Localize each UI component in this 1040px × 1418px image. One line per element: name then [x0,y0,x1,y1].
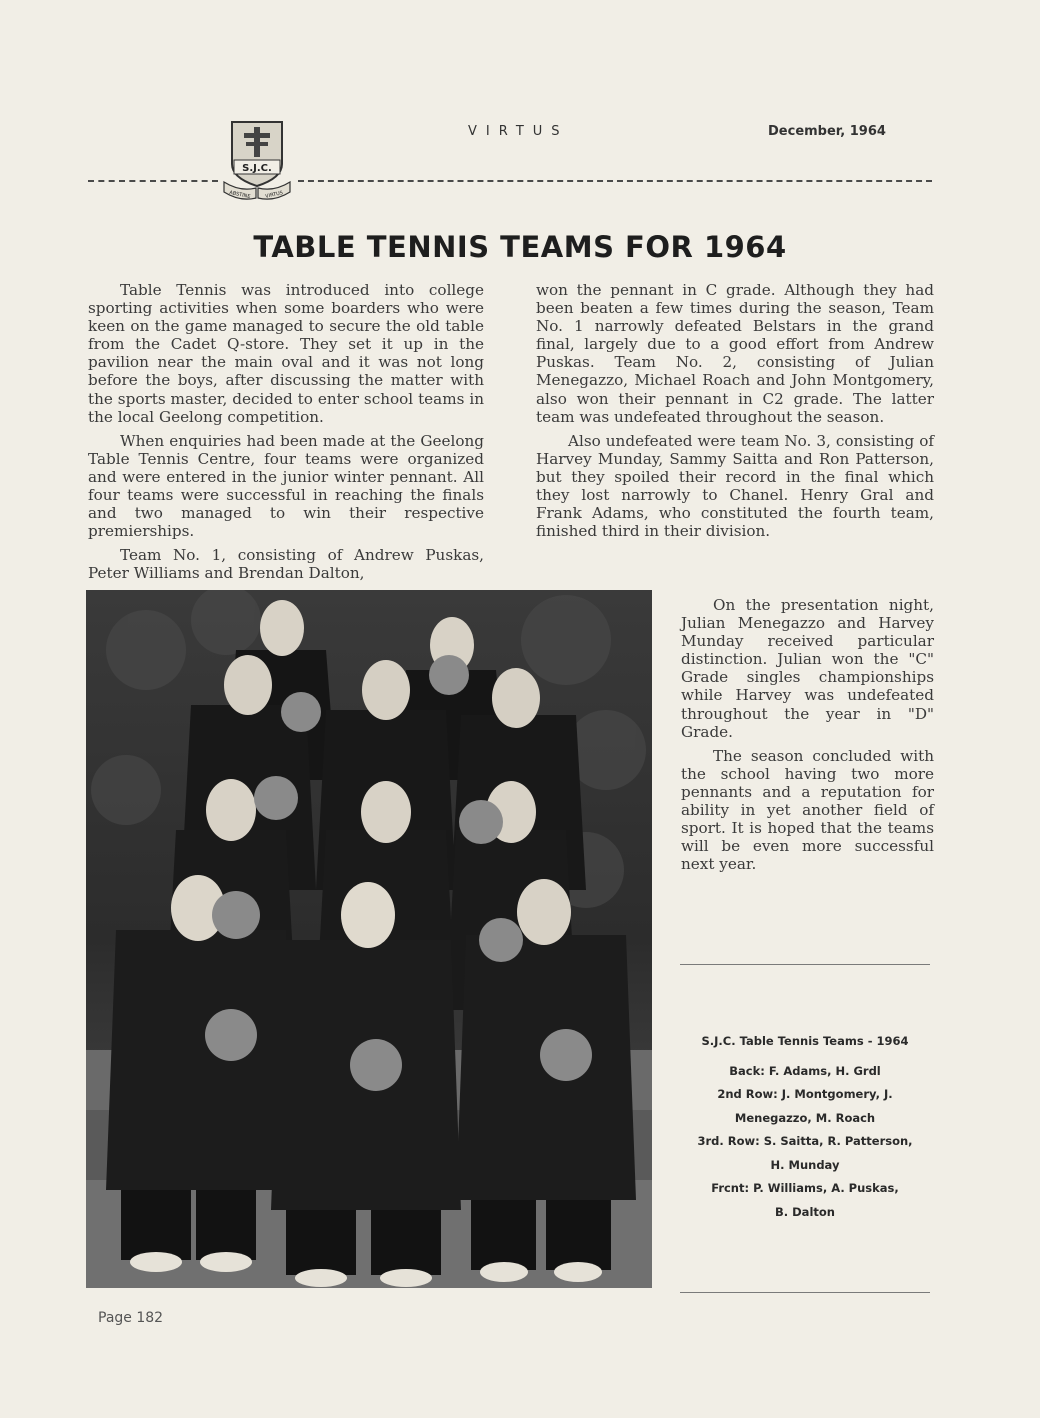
paragraph: Also undefeated were team No. 3, consisting of Harvey Munday, Sammy Saitta and Ron Patterson, but they spoiled their record in the final which they lost narrowly to Chanel. Henry Gral and Frank Adams, who constituted the fourth team, finished third in their division. [536,431,934,541]
page-number: Page 182 [98,1310,164,1326]
article-column-2 [536,281,934,546]
article-column-1 [88,281,484,589]
photo-caption [670,1030,940,1224]
paragraph: won the pennant in C grade. Although they had been beaten a few times during the season, Team No. 1 narrowly defeated Belstars in the grand final, largely due to a good effort from Andrew Puskas. Team No. 2, consisting of Julian Menegazzo, Michael Roach and John Montgomery, also won their pennant in C2 grade. The latter team was undefeated throughout the season. [536,281,934,426]
school-crest-icon [222,118,292,200]
paragraph: When enquiries had been made at the Geelong Table Tennis Centre, four teams were organized and were entered in the junior winter pennant. All four teams were successful in reaching the finals and two managed to win their respective premierships. [88,431,484,541]
caption-line: Back: F. Adams, H. Grdl [729,1063,881,1078]
crest-motto-right: VIRTUS [264,190,284,200]
caption-line: H. Munday [770,1157,840,1172]
header-rule-left [88,180,218,182]
crest-text: S.J.C. [242,163,272,174]
paragraph: On the presentation night, Julian Menegazzo and Harvey Munday received particular distinction. Julian won the "C" Grade singles championships while Harvey was undefeated throughout the year in "D" Grade. [681,596,934,741]
caption-line: B. Dalton [775,1204,835,1219]
paragraph: Team No. 1, consisting of Andrew Puskas, Peter Williams and Brendan Dalton, [88,546,484,583]
magazine-name: VIRTUS [468,124,569,139]
caption-line: Frcnt: P. Williams, A. Puskas, [711,1181,899,1195]
issue-date: December, 1964 [768,124,886,139]
team-photograph [86,590,652,1288]
paragraph: Table Tennis was introduced into college sporting activities when some boarders who were keen on the game managed to secure the old table from the Cadet Q-store. They set it up in the pavilion near the main oval and it was not long before the boys, after discussing the matter with the sports master, decided to enter school teams in the local Geelong competition. [88,281,484,426]
crest-motto-left: ABSTINE [228,189,251,200]
header-rule-right [298,180,932,182]
article-column-3 [681,596,934,879]
caption-line: 2nd Row: J. Montgomery, J. [717,1087,893,1101]
caption-rule-top [680,964,930,965]
team-photo-image [86,590,652,1288]
caption-line: 3rd. Row: S. Saitta, R. Patterson, [697,1134,913,1148]
paragraph: The season concluded with the school having two more pennants and a reputation for ability in yet another field of sport. It is hoped that the teams will be even more successful next year. [681,746,934,874]
caption-rule-bottom [680,1292,930,1293]
caption-title: S.J.C. Table Tennis Teams - 1964 [701,1034,909,1048]
article-title: TABLE TENNIS TEAMS FOR 1964 [253,230,787,264]
caption-line: Menegazzo, M. Roach [734,1110,876,1125]
